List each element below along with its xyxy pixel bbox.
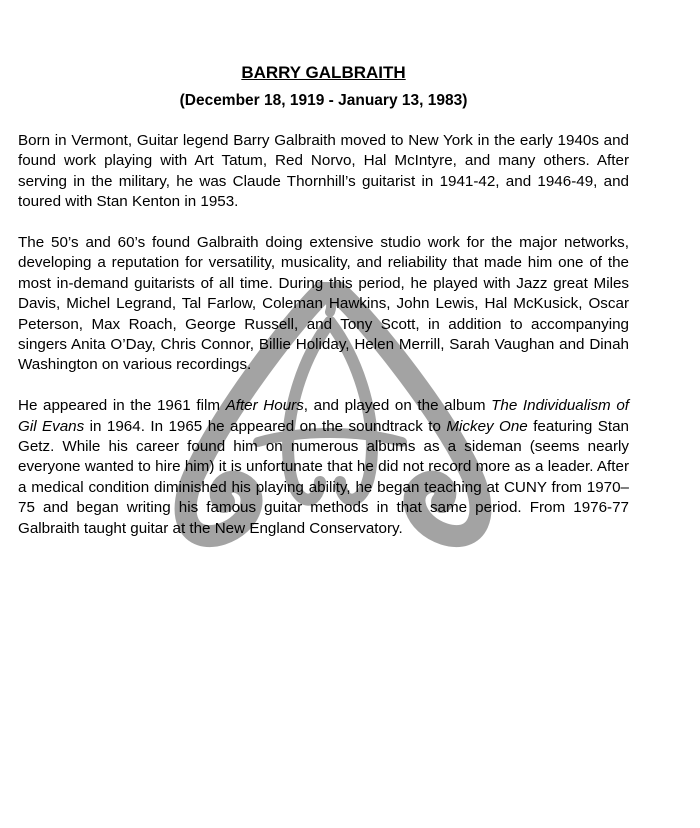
album-title: The Individualism of Gil Evans: [18, 397, 629, 435]
film-title: After Hours: [225, 397, 304, 415]
biography-page: [18, 60, 629, 539]
text-segment: featuring Stan Getz. While his career found him on numerous albums as a sideman (seems nearly everyone wanted to hire him) it is unfortunate that he did not record more as a leader. After a medical condition diminished his playing ability, he began teaching at CUNY from 1970–75 and began writing his famous guitar methods in that same period. From 1976-77 Galbraith taught guitar at the New England Conservatory.: [18, 417, 629, 537]
paragraph-early-career: Born in Vermont, Guitar legend Barry Galbraith moved to New York in the early 1940s and found work playing with Art Tatum, Red Norvo, Hal McIntyre, and many others. After serving in the military, he was Claude Thornhill’s guitarist in 1941-42, and 1946-49, and toured with Stan Kenton in 1953.: [18, 132, 629, 211]
paragraph-later-career: [18, 396, 629, 539]
lifespan-dates: (December 18, 1919 - January 13, 1983): [179, 92, 468, 109]
page-title: BARRY GALBRAITH: [241, 63, 406, 82]
text-segment: in 1964. In 1965 he appeared on the soundtrack to: [84, 417, 447, 435]
text-segment: He appeared in the 1961 film: [18, 397, 226, 415]
paragraph-studio-work: The 50’s and 60’s found Galbraith doing extensive studio work for the major networks, developing a reputation for versatility, musicality, and reliability that made him one of the most in-demand guitarists of all time. During this period, he played with Jazz great Miles Davis, Michel Legrand, Tal Farlow, Coleman Hawkins, John Lewis, Hal McKusick, Oscar Peterson, Max Roach, George Russell, and Tony Scott, in addition to accompanying singers Anita O’Day, Chris Connor, Billie Holiday, Helen Merrill, Sarah Vaughan and Dinah Washington on various recordings.: [18, 234, 629, 374]
text-segment: , and played on the album: [303, 397, 492, 415]
soundtrack-title: Mickey One: [446, 417, 528, 435]
